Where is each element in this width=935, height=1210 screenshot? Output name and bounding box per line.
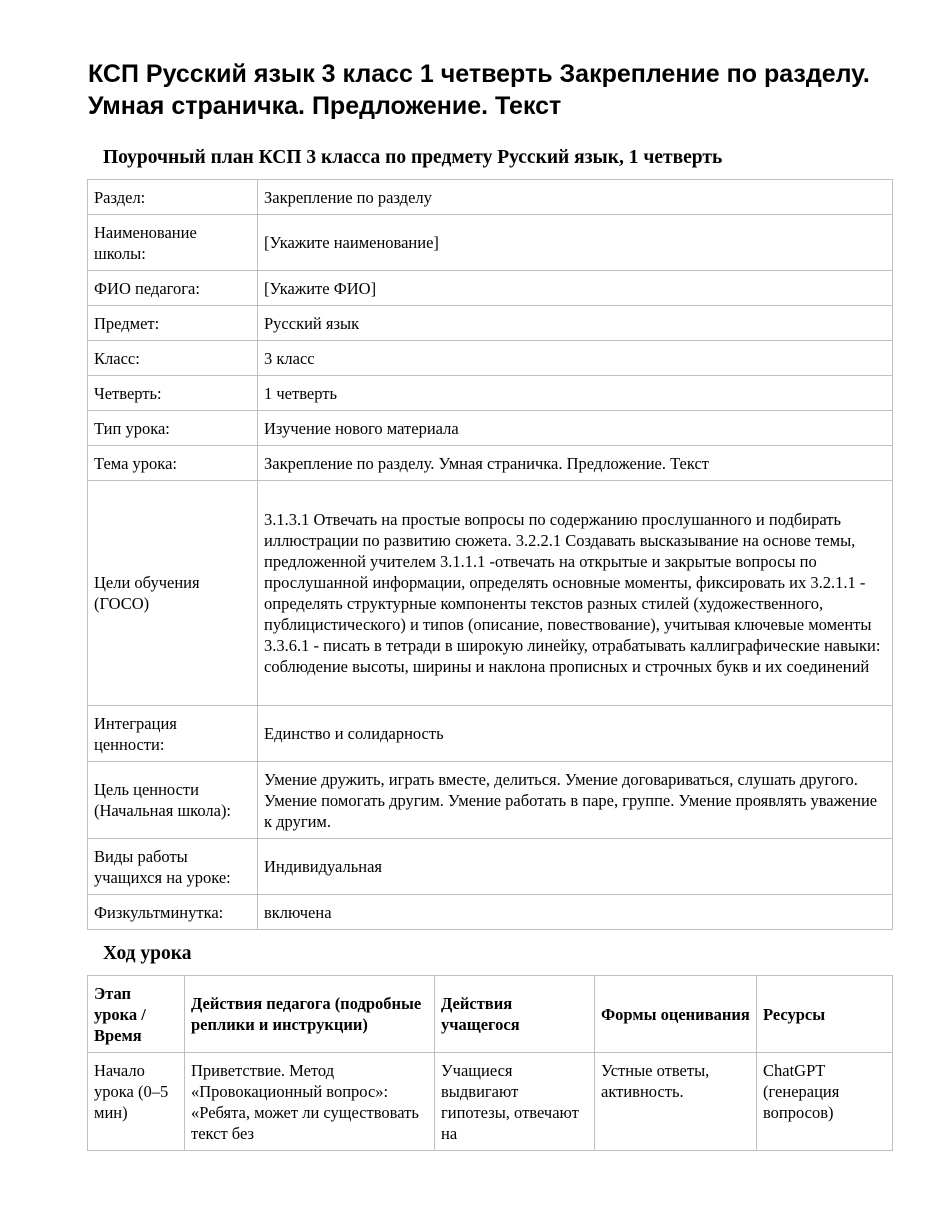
plan-row-exercise-break <box>88 895 893 930</box>
plan-row-school <box>88 215 893 271</box>
column-header-resources: Ресурсы <box>757 976 893 1053</box>
cell-stage: Начало урока (0–5 мин) <box>88 1053 185 1151</box>
row-label: ФИО педагога: <box>88 271 258 306</box>
cell-assessment: Устные ответы, активность. <box>595 1053 757 1151</box>
row-label: Цели обучения (ГОСО) <box>88 481 258 706</box>
row-label: Четверть: <box>88 376 258 411</box>
plan-row-value-goal <box>88 762 893 839</box>
row-label: Цель ценности (Начальная школа): <box>88 762 258 839</box>
plan-row-work-types <box>88 839 893 895</box>
lesson-heading: Ход урока <box>103 943 192 964</box>
column-header-teacher-actions: Действия педагога (подробные реплики и инструкции) <box>185 976 435 1053</box>
cell-student-actions: Учащиеся выдвигают гипотезы, отвечают на <box>435 1053 595 1151</box>
row-value: 3 класс <box>258 341 893 376</box>
plan-row-value-integration <box>88 706 893 762</box>
row-value: Единство и солидарность <box>258 706 893 762</box>
cell-resources: ChatGPT (генерация вопросов) <box>757 1053 893 1151</box>
row-value: Русский язык <box>258 306 893 341</box>
column-header-stage: Этап урока / Время <box>88 976 185 1053</box>
row-value: [Укажите ФИО] <box>258 271 893 306</box>
row-value: Закрепление по разделу. Умная страничка. Предложение. Текст <box>258 446 893 481</box>
row-value: Индивидуальная <box>258 839 893 895</box>
row-value: Изучение нового материала <box>258 411 893 446</box>
plan-row-subject <box>88 306 893 341</box>
lesson-header-row <box>88 976 893 1053</box>
document-title: КСП Русский язык 3 класс 1 четверть Закрепление по разделу. Умная страничка. Предложение. Текст <box>88 60 870 120</box>
row-label: Тема урока: <box>88 446 258 481</box>
row-label: Класс: <box>88 341 258 376</box>
plan-row-objectives <box>88 481 893 706</box>
plan-row-grade <box>88 341 893 376</box>
row-value: Умение дружить, играть вместе, делиться. Умение договариваться, слушать другого. Умение помогать другим. Умение работать в паре, группе. Умение проявлять уважение к другим. <box>258 762 893 839</box>
row-value: 3.1.3.1 Отвечать на простые вопросы по содержанию прослушанного и подбирать иллюстрации по развитию сюжета. 3.2.2.1 Создавать высказывание на основе темы, предложенной учителем 3.1.1.1 -отвечать на открытые и закрытые вопросы по прослушанной информации, определять основные моменты, фиксировать их 3.2.1.1 - определять структурные компоненты текстов разных стилей (художественного, публицистического) и типов (описание, повествование), учитывая ключевые моменты 3.3.6.1 - писать в тетради в широкую линейку, отрабатывать каллиграфические навыки: соблюдение высоты, ширины и наклона прописных и строчных букв и их соединений <box>258 481 893 706</box>
column-header-assessment: Формы оценивания <box>595 976 757 1053</box>
row-label: Предмет: <box>88 306 258 341</box>
row-label: Интеграция ценности: <box>88 706 258 762</box>
row-label: Раздел: <box>88 180 258 215</box>
plan-row-topic <box>88 446 893 481</box>
row-label: Физкультминутка: <box>88 895 258 930</box>
table-row <box>88 1053 893 1151</box>
cell-teacher-actions: Приветствие. Метод «Провокационный вопрос»: «Ребята, может ли существовать текст без <box>185 1053 435 1151</box>
column-header-student-actions: Действия учащегося <box>435 976 595 1053</box>
row-label: Виды работы учащихся на уроке: <box>88 839 258 895</box>
plan-table <box>87 179 893 930</box>
plan-heading: Поурочный план КСП 3 класса по предмету Русский язык, 1 четверть <box>103 147 723 168</box>
lesson-table <box>87 975 893 1151</box>
row-value: 1 четверть <box>258 376 893 411</box>
row-value: Закрепление по разделу <box>258 180 893 215</box>
row-value: включена <box>258 895 893 930</box>
plan-row-section <box>88 180 893 215</box>
row-label: Наименование школы: <box>88 215 258 271</box>
row-label: Тип урока: <box>88 411 258 446</box>
plan-row-lesson-type <box>88 411 893 446</box>
row-value: [Укажите наименование] <box>258 215 893 271</box>
plan-row-quarter <box>88 376 893 411</box>
plan-row-teacher <box>88 271 893 306</box>
